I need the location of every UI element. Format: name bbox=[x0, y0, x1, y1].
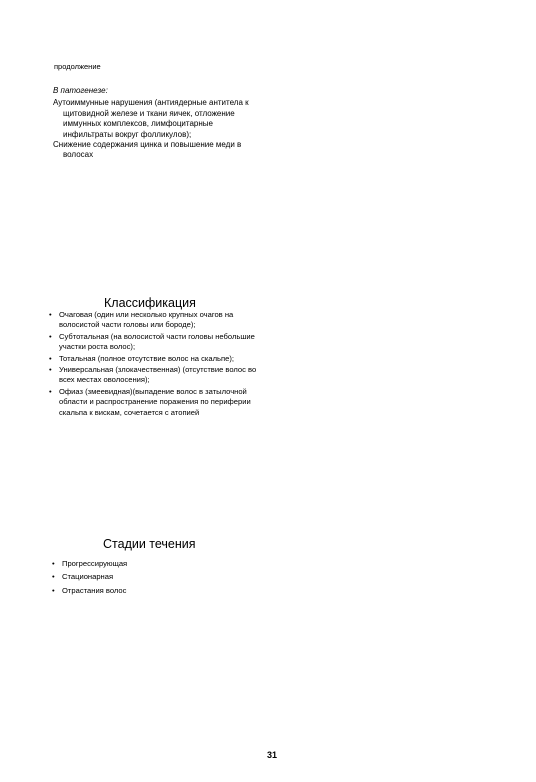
list-item-text: Стационарная bbox=[62, 572, 114, 582]
list-item-text: Отрастания волос bbox=[62, 585, 127, 595]
list-item bbox=[49, 387, 261, 418]
bullet-icon: • bbox=[52, 572, 55, 582]
list-item bbox=[52, 572, 232, 582]
bullet-icon: • bbox=[49, 310, 52, 319]
bullet-icon: • bbox=[49, 365, 52, 375]
bullet-icon: • bbox=[52, 559, 55, 568]
pathogenesis-item: Снижение содержания цинка и повышение меди в волосах bbox=[53, 140, 242, 160]
list-item-text: Тотальная (полное отсутствие волос на скальпе); bbox=[59, 353, 234, 363]
pathogenesis-item: Аутоиммунные нарушения (антиядерные антитела к щитовидной железе и ткани яичек, отложение иммунных комплексов, лимфоцитарные инфильтраты вокруг фолликулов); bbox=[53, 98, 249, 139]
list-item bbox=[52, 586, 232, 596]
bullet-icon: • bbox=[49, 353, 52, 363]
classification-title: Классификация bbox=[104, 296, 196, 310]
page-number: 31 bbox=[267, 750, 278, 760]
bullet-icon: • bbox=[49, 386, 52, 396]
pathogenesis-heading: В патогенезе: bbox=[53, 86, 108, 95]
list-item-text: Очаговая (один или несколько крупных очагов на волосистой части головы или бороде); bbox=[59, 310, 234, 330]
bullet-icon: • bbox=[49, 331, 52, 341]
list-item-text: Универсальная (злокачественная) (отсутствие волос во всех местах оволосения); bbox=[59, 365, 257, 385]
list-item bbox=[49, 332, 261, 353]
stages-list bbox=[52, 559, 232, 599]
list-item-text: Прогрессирующая bbox=[62, 559, 128, 568]
bullet-icon: • bbox=[52, 585, 55, 595]
pathogenesis-section bbox=[53, 86, 263, 161]
list-item bbox=[52, 559, 232, 569]
classification-list bbox=[49, 310, 261, 419]
list-item-text: Офиаз (змеевидная)(выпадение волос в затылочной области и распространение поражения по периферии скальпа к вискам, сочетается с атопией bbox=[59, 386, 251, 417]
list-item bbox=[49, 365, 261, 386]
list-item-text: Субтотальная (на волосистой части головы небольшие участки роста волос); bbox=[59, 331, 255, 352]
continuation-label: продолжение bbox=[54, 62, 101, 71]
list-item bbox=[49, 354, 261, 364]
stages-title: Стадии течения bbox=[103, 537, 196, 551]
list-item bbox=[49, 310, 261, 331]
